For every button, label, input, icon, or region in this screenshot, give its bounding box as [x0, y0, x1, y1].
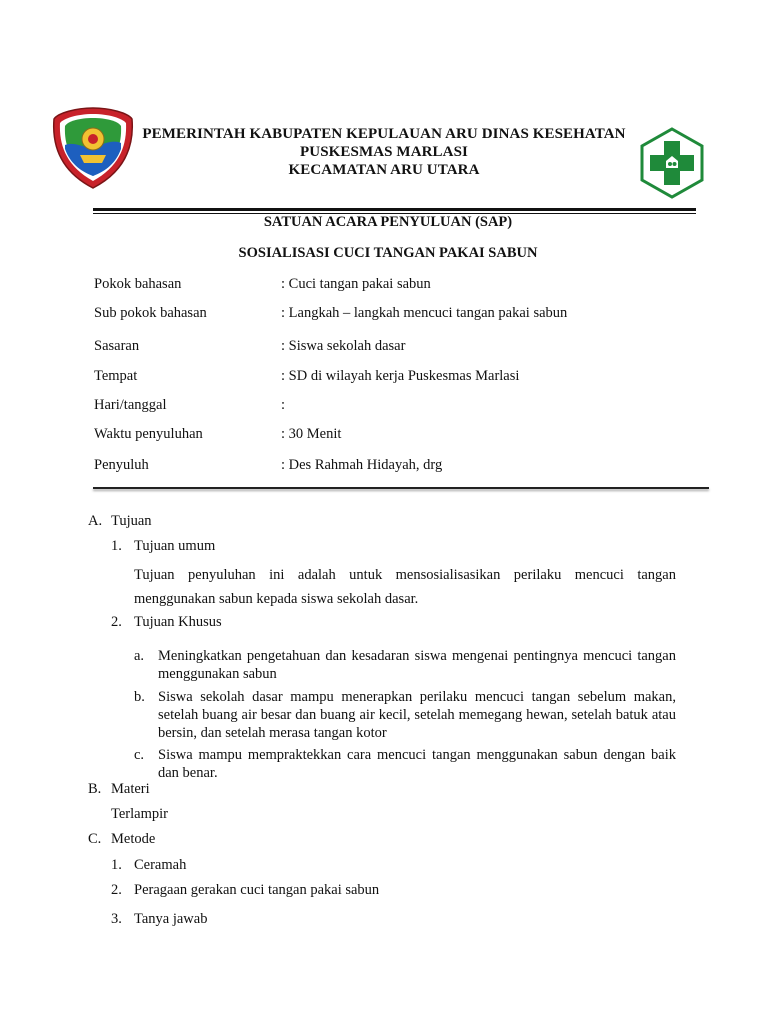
list-item-marker: 3. [111, 911, 122, 927]
info-label: Tempat [94, 368, 138, 384]
list-item: Siswa sekolah dasar mampu menerapkan perilaku mencuci tangan sebelum makan, setelah buang air besar dan buang air kecil, setelah memegang hewan, setelah batuk atau bersin, dan setelah merasa tangan kotor [158, 689, 676, 741]
section-c-marker: C. [88, 831, 102, 847]
header-government: PEMERINTAH KABUPATEN KEPULAUAN ARU DINAS KESEHATAN [142, 126, 626, 142]
info-value: : SD di wilayah kerja Puskesmas Marlasi [281, 368, 520, 384]
section-c-heading: Metode [111, 831, 156, 847]
list-item: Meningkatkan pengetahuan dan kesadaran siswa mengenai pentingnya mencuci tangan menggunakan sabun [158, 648, 676, 682]
info-label: Sasaran [94, 338, 140, 354]
list-item-marker: 2. [111, 882, 122, 898]
subsection-marker: 2. [111, 614, 122, 630]
info-label: Penyuluh [94, 457, 149, 473]
document-subtitle: SOSIALISASI CUCI TANGAN PAKAI SABUN [238, 245, 538, 261]
tujuan-umum-paragraph: Tujuan penyuluhan ini adalah untuk mensosialisasikan perilaku mencuci tangan menggunakan sabun kepada siswa sekolah dasar. [134, 567, 676, 607]
info-value: : Cuci tangan pakai sabun [281, 276, 431, 292]
section-b-marker: B. [88, 781, 102, 797]
info-label: Sub pokok bahasan [94, 305, 207, 321]
header-puskesmas: PUSKESMAS MARLASI [300, 144, 468, 160]
info-label: Pokok bahasan [94, 276, 182, 292]
info-value: : Des Rahmah Hidayah, drg [281, 457, 443, 473]
info-label: Hari/tanggal [94, 397, 167, 413]
subsection-heading: Tujuan umum [134, 538, 216, 554]
list-item: Ceramah [134, 857, 187, 873]
header-kecamatan: KECAMATAN ARU UTARA [288, 162, 480, 178]
list-item-marker: a. [134, 648, 145, 664]
list-item: Tanya jawab [134, 911, 208, 927]
info-divider [93, 487, 709, 489]
section-a-marker: A. [88, 513, 103, 529]
info-value: : [281, 397, 286, 413]
info-value: : Siswa sekolah dasar [281, 338, 406, 354]
subsection-heading: Tujuan Khusus [134, 614, 222, 630]
section-a-heading: Tujuan [111, 513, 152, 529]
materi-text: Terlampir [111, 806, 168, 822]
header-divider-thick [93, 208, 696, 211]
info-value: : Langkah – langkah mencuci tangan pakai sabun [281, 305, 568, 321]
info-value: : 30 Menit [281, 426, 342, 442]
list-item: Peragaan gerakan cuci tangan pakai sabun [134, 882, 380, 898]
info-label: Waktu penyuluhan [94, 426, 203, 442]
list-item-marker: 1. [111, 857, 122, 873]
document-title: SATUAN ACARA PENYULUAN (SAP) [263, 214, 513, 230]
list-item-marker: b. [134, 689, 145, 705]
list-item: Siswa mampu mempraktekkan cara mencuci tangan menggunakan sabun dengan baik dan benar. [158, 747, 676, 781]
list-item-marker: c. [134, 747, 145, 763]
section-b-heading: Materi [111, 781, 150, 797]
subsection-marker: 1. [111, 538, 122, 554]
